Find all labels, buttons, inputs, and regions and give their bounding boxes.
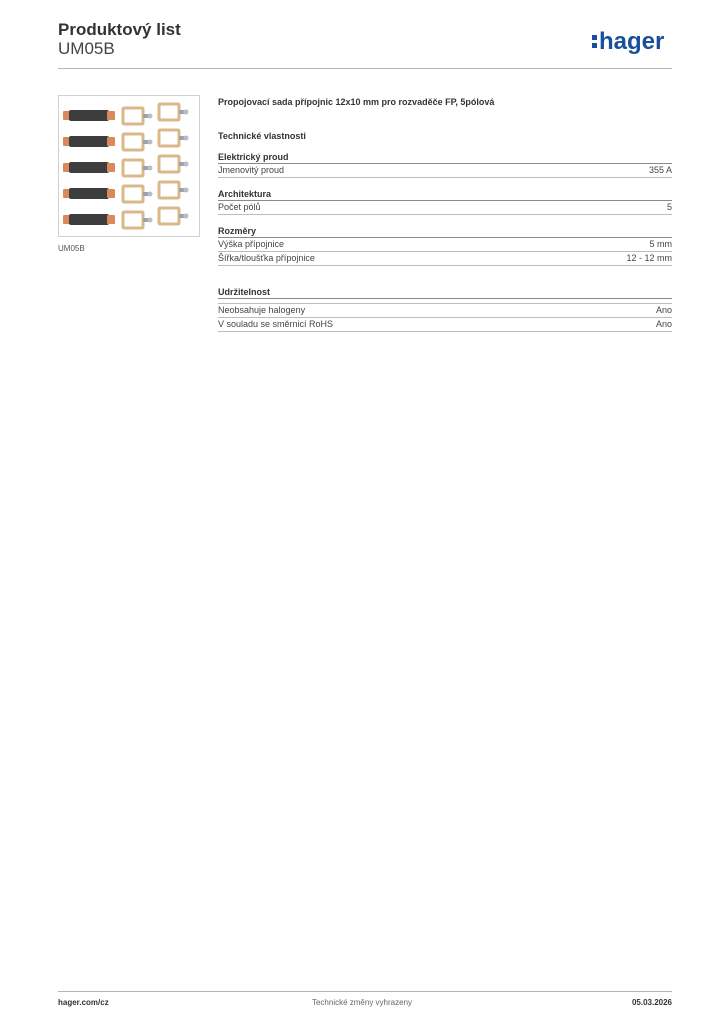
footer-url: hager.com/cz bbox=[58, 998, 109, 1007]
specs-heading: Technické vlastnosti bbox=[218, 131, 306, 141]
spec-group-title: Architektura bbox=[218, 188, 672, 201]
sustainability-group bbox=[218, 286, 672, 332]
spec-group-dimensions bbox=[218, 225, 672, 266]
logo-text: hager bbox=[599, 28, 665, 55]
busbar-connector bbox=[63, 104, 189, 124]
footer-note: Technické změny vyhrazeny bbox=[311, 998, 413, 1007]
spec-label: Jmenovitý proud bbox=[218, 165, 285, 175]
sustainability-row bbox=[218, 303, 672, 318]
product-code: UM05B bbox=[58, 39, 115, 58]
busbar-set-illustration bbox=[59, 96, 199, 236]
spec-label: Šířka/tloušťka přípojnice bbox=[218, 253, 315, 263]
footer-date: 05.03.2026 bbox=[631, 998, 672, 1007]
spec-value: 5 mm bbox=[649, 239, 672, 249]
spec-value: 355 A bbox=[648, 165, 672, 175]
spec-group-current bbox=[218, 151, 672, 178]
busbar-connector bbox=[63, 208, 189, 228]
sustainability-row bbox=[218, 318, 672, 332]
spec-group-architecture bbox=[218, 188, 672, 215]
spec-label: Neobsahuje halogeny bbox=[218, 305, 306, 315]
image-caption: UM05B bbox=[58, 244, 85, 253]
product-details bbox=[218, 95, 672, 332]
product-image bbox=[58, 95, 200, 237]
spec-value: Ano bbox=[655, 305, 672, 315]
sustainability-title: Udržitelnost bbox=[218, 286, 672, 299]
page-title: Produktový list bbox=[58, 20, 181, 39]
spec-group-title: Rozměry bbox=[218, 225, 672, 238]
busbar-connector bbox=[63, 130, 189, 150]
spec-row bbox=[218, 164, 672, 178]
spec-label: Výška přípojnice bbox=[218, 239, 285, 249]
spec-label: V souladu se směrnicí RoHS bbox=[218, 319, 334, 329]
hager-logo bbox=[591, 26, 675, 56]
footer-divider bbox=[58, 991, 672, 992]
spec-value: Ano bbox=[655, 319, 672, 329]
spec-label: Počet pólů bbox=[218, 202, 261, 212]
spec-value: 12 - 12 mm bbox=[626, 253, 672, 263]
spec-row bbox=[218, 238, 672, 252]
busbar-connector bbox=[63, 182, 189, 202]
spec-value: 5 bbox=[666, 202, 672, 212]
product-description: Propojovací sada přípojnic 12x10 mm pro rozvaděče FP, 5pólová bbox=[218, 97, 495, 107]
spec-row bbox=[218, 252, 672, 266]
busbar-connector bbox=[63, 156, 189, 176]
spec-row bbox=[218, 201, 672, 215]
spec-group-title: Elektrický proud bbox=[218, 151, 672, 164]
header-divider bbox=[58, 68, 672, 69]
